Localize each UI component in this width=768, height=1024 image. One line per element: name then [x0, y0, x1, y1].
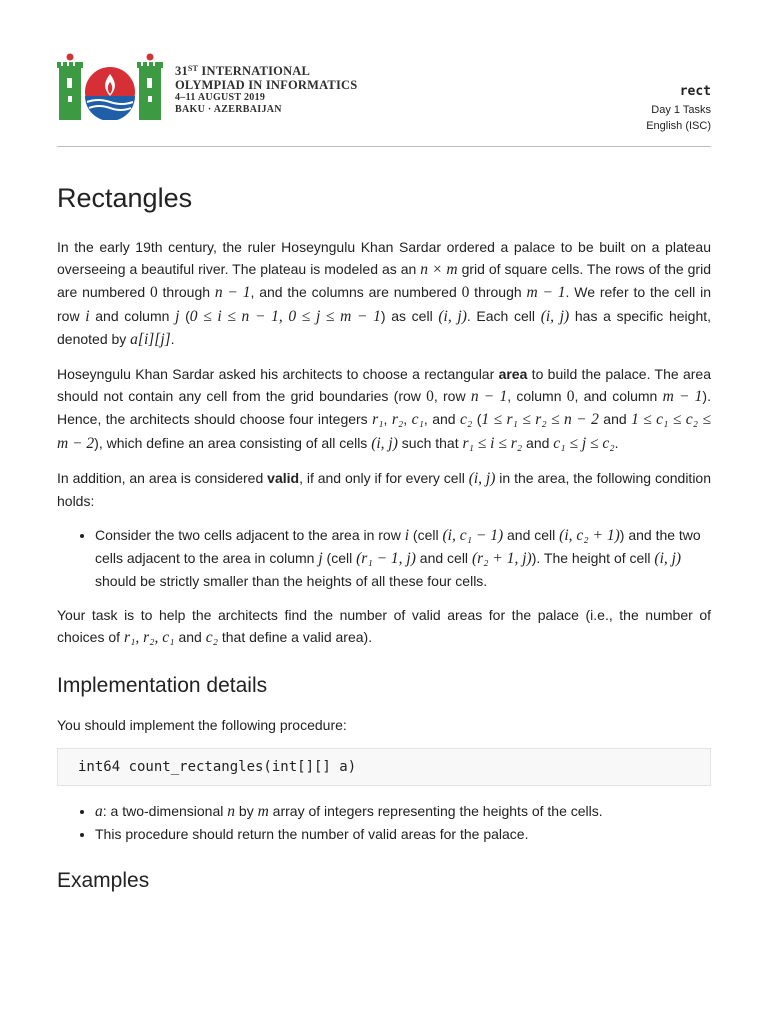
task-page: [57, 48, 711, 909]
paragraph-valid: In addition, an area is considered valid, if and only if for every cell (i, j) in the area, the following condition holds:: [57, 469, 712, 510]
implementation-intro: You should implement the following procedure:: [57, 716, 347, 733]
list-item: • a: a two-dimensional n by m array of integers representing the heights of the cells.: [95, 800, 711, 823]
paragraph-area: Hoseyngulu Khan Sardar asked his architects to choose a rectangular area to build the palace. The area should not contain any cell from the grid boundaries (row 0, row n − 1, column 0, and column m − 1). Hence, the architects should choose four integers r₁, r₂, c₁, and c₂ (1 ≤ r₁ ≤ r₂ ≤ n − 2 and 1 ≤ c₁ ≤ c₂ ≤ m − 2), which define an area consisting of all cells (i, j) such that r₁ ≤ i ≤ r₂ and c₁ ≤ j ≤ c₂.: [57, 366, 711, 452]
task-info: [646, 82, 711, 134]
procedure-signature: int64 count_rectangles(int[][] a): [57, 748, 711, 786]
task-code: rect: [679, 84, 711, 99]
olympiad-line-2: OLYMPIAD IN INFORMATICS: [175, 78, 358, 92]
list-item: • Consider the two cells adjacent to the area in row i (cell (i, c₁ − 1) and cell (i, c₂ + 1)) and the two cells adjacent to the area in column j (cell (r₁ − 1, j) and cell (r₂ + 1, j)). The height of cell (i, j) should be strictly smaller than the heights of all these four cells.: [95, 524, 711, 592]
list-item: • This procedure should return the number of valid areas for the palace.: [95, 823, 711, 845]
examples-heading: Examples: [57, 868, 150, 892]
ioi-logo-icon: [57, 52, 165, 120]
olympiad-line-1: 31ST INTERNATIONAL: [175, 64, 311, 78]
task-day: Day 1 Tasks: [651, 104, 711, 116]
condition-list: [57, 524, 711, 592]
olympiad-dates: 4–11 AUGUST 2019: [175, 92, 266, 103]
paragraph-intro: In the early 19th century, the ruler Hoseyngulu Khan Sardar ordered a palace to be built on a plateau overseeing a beautiful river. The plateau is modeled as an n × m grid of square cells. The rows of the grid are numbered 0 through n − 1, and the columns are numbered 0 through m − 1. We refer to the cell in row i and column j (0 ≤ i ≤ n − 1, 0 ≤ j ≤ m − 1) as cell (i, j). Each cell (i, j) has a specific height, denoted by a[i][j].: [57, 239, 712, 348]
page-header: [57, 48, 711, 147]
paragraph-task: Your task is to help the architects find the number of valid areas for the palace (i.e., the number of choices of r₁, r₂, c₁ and c₂ that define a valid area).: [57, 607, 711, 647]
olympiad-title: [175, 62, 357, 116]
page-title: Rectangles: [57, 183, 193, 213]
implementation-list: [57, 800, 711, 845]
task-language: English (ISC): [646, 120, 711, 132]
implementation-heading: Implementation details: [57, 673, 268, 697]
olympiad-location: BAKU · AZERBAIJAN: [175, 104, 282, 115]
